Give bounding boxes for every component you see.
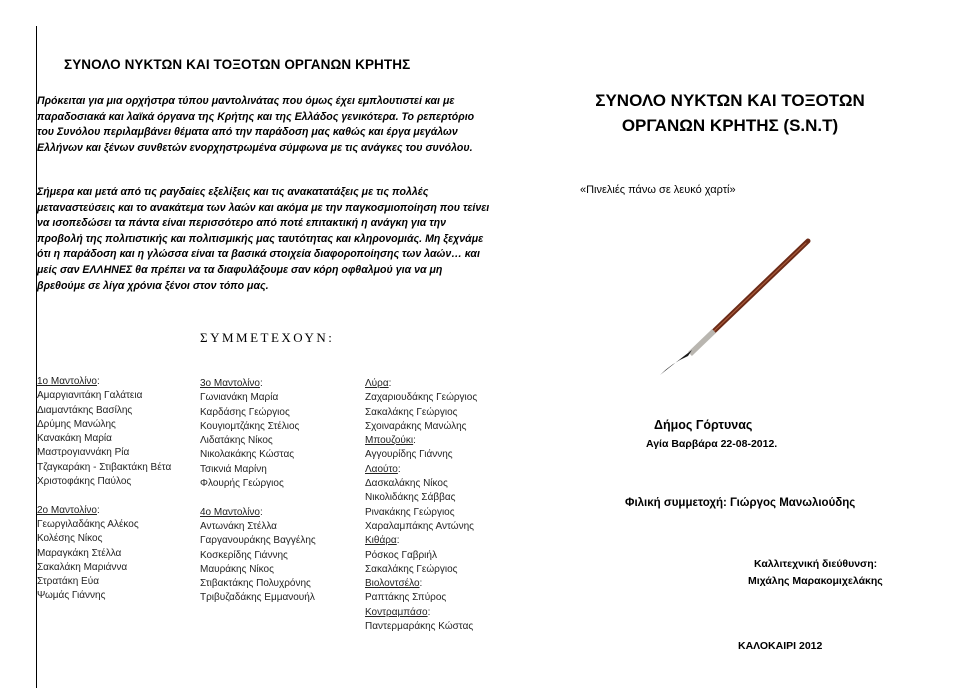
member-name: Αμαργιανιτάκη Γαλάτεια [37, 390, 143, 402]
members-column-3 [365, 377, 477, 634]
member-name: Κανακάκη Μαρία [37, 433, 112, 445]
instrument-label [200, 506, 316, 520]
members-column-1 [37, 375, 171, 604]
member-name: Τσικνιά Μαρίνη [200, 463, 267, 475]
instrument-colon: : [96, 504, 100, 516]
instrument-colon: : [388, 378, 392, 389]
instrument-name: Λαούτο [365, 463, 398, 475]
member-name: Στρατάκη Εύα [37, 576, 99, 588]
instrument-colon: : [419, 578, 423, 590]
instrument-colon: : [427, 606, 431, 618]
member-name: Ρινακάκης Γεώργιος [365, 506, 455, 518]
intro-paragraph: Πρόκειται για μια ορχήστρα τύπου μαντολινάτας που όμως έχει εμπλουτιστεί και με παραδοσιακά και λαϊκά όργανα της Κρήτης και της Ελλάδος γενικότερα. Το ρεπερτόριο του Συνόλου περιλαμβάνει θέματα από την παράδοση μας καθώς και έργα μεγάλων Ελλήνων και ξένων συνθετών ενορχηστρωμένα σύμφωνα με τις ανάγκες του συνόλου. [37, 95, 475, 154]
instrument-colon: : [397, 463, 401, 475]
member-name: Στιβακτάκης Πολυχρόνης [200, 578, 311, 590]
member-name: Κουγιομτζάκης Στέλιος [200, 420, 300, 432]
instrument-label [365, 577, 477, 591]
member-name: Μαραγκάκη Στέλλα [37, 547, 122, 559]
instrument-colon: : [413, 435, 416, 447]
member-name: Νικολακάκης Κώστας [200, 449, 295, 461]
instrument-colon: : [396, 535, 400, 547]
right-title [565, 88, 895, 138]
member-name: Αντωνάκη Στέλλα [200, 520, 277, 532]
place-date: Αγία Βαρβάρα 22-08-2012. [646, 438, 778, 450]
artistic-direction-label: Καλλιτεχνική διεύθυνση: [754, 558, 878, 570]
member-name: Ραπτάκης Σπύρος [365, 592, 447, 604]
member-name: Κολέσης Νίκος [37, 533, 103, 545]
instrument-colon: : [96, 376, 100, 387]
brush-handle-highlight [714, 243, 806, 331]
group-spacer [200, 491, 316, 505]
instrument-label [365, 534, 477, 548]
member-name: Λιδατάκης Νίκος [200, 435, 273, 447]
instrument-name: Μπουζούκι [365, 435, 414, 447]
concert-subtitle: «Πινελιές πάνω σε λευκό χαρτί» [580, 184, 736, 196]
instrument-name: Λύρα [365, 378, 389, 389]
member-name: Χριστοφάκης Παύλος [37, 476, 132, 488]
brush-tip [660, 350, 692, 375]
left-title: ΣΥΝΟΛΟ ΝΥΚΤΩΝ ΚΑΙ ΤΟΞΟΤΩΝ ΟΡΓΑΝΩΝ ΚΡΗΤΗΣ [64, 57, 411, 72]
member-name: Γωνιανάκη Μαρία [200, 392, 279, 404]
instrument-name: 3ο Μαντολίνο [200, 378, 260, 389]
heritage-paragraph: Σήμερα και μετά από τις ραγδαίες εξελίξεις και τις ανακατατάξεις με τις πολλές μεταναστεύσεις και το ανακάτεμα των λαών και ακόμα με την παγκοσμιοποίηση που τείνει να ισοπεδώσει τα πάντα είναι περισσότερο από ποτέ επιτακτική η ανάγκη για την προβολή της πολιτιστικής και πολιτισμικής μας ταυτότητας και κληρονομιάς. Μη ξεχνάμε ότι η παράδοση και η γλώσσα είναι τα βασικά στοιχεία διαφοροποίησης των λαών… και μείς σαν ΕΛΛΗΝΕΣ θα πρέπει να τα διαφυλάξουμε σαν κόρη οφθαλμού για να μη βρεθούμε σε λίγα χρόνια ξένοι στον τόπο μας. [37, 186, 490, 292]
instrument-name: Βιολοντσέλο [365, 578, 420, 590]
member-name: Κοσκερίδης Γιάννης [200, 549, 288, 561]
instrument-name: Κιθάρα [365, 535, 397, 547]
member-name: Φλουρής Γεώργιος [200, 478, 284, 490]
instrument-label [37, 375, 171, 389]
member-name: Αγγουρίδης Γιάννης [365, 449, 453, 461]
instrument-label [365, 434, 477, 448]
member-name: Καρδάσης Γεώργιος [200, 406, 290, 418]
member-name: Σακαλάκης Γεώργιος [365, 563, 458, 575]
member-name: Σακαλάκη Μαριάννα [37, 561, 128, 573]
member-name: Γεωργιλαδάκης Αλέκος [37, 518, 139, 530]
member-name: Ρόσκος Γαβριήλ [365, 549, 437, 561]
participants-heading: ΣΥΜΜΕΤΕΧΟΥΝ: [200, 330, 335, 345]
instrument-name: 4ο Μαντολίνο [200, 506, 260, 518]
instrument-colon: : [259, 506, 263, 518]
member-name: Δρύμης Μανώλης [37, 418, 116, 430]
member-name: Ζαχαριουδάκης Γεώργιος [365, 392, 478, 404]
instrument-name: 2ο Μαντολίνο [37, 504, 97, 516]
member-name: Τριβυζαδάκης Εμμανουήλ [200, 592, 315, 604]
member-name: Δασκαλάκης Νίκος [365, 478, 448, 490]
member-name: Σακαλάκης Γεώργιος [365, 406, 458, 418]
member-name: Ψωμάς Γιάννης [37, 590, 106, 602]
member-name: Διαμαντάκης Βασίλης [37, 404, 133, 416]
municipality: Δήμος Γόρτυνας [654, 418, 753, 432]
instrument-label [200, 377, 316, 391]
artistic-director-name: Μιχάλης Μαρακομιχελάκης [748, 575, 883, 587]
instrument-label [37, 504, 171, 518]
paintbrush-icon [650, 235, 820, 380]
member-name: Χαραλαμπάκης Αντώνης [365, 520, 474, 532]
member-name: Μαυράκης Νίκος [200, 563, 274, 575]
friendly-participation: Φιλική συμμετοχή: Γιώργος Μανωλιούδης [625, 497, 856, 509]
member-name: Γαργανουράκης Βαγγέλης [200, 535, 316, 547]
season-label: ΚΑΛΟΚΑΙΡΙ 2012 [738, 640, 823, 652]
member-name: Νικολιδάκης Σάββας [365, 492, 456, 504]
right-title-line-1: ΣΥΝΟΛΟ ΝΥΚΤΩΝ ΚΑΙ ΤΟΞΟΤΩΝ [595, 91, 865, 110]
instrument-label [365, 606, 477, 620]
members-column-2 [200, 377, 316, 606]
instrument-colon: : [259, 378, 263, 389]
group-spacer [37, 489, 171, 503]
member-name: Σχοιναράκης Μανώλης [365, 420, 467, 432]
instrument-label [365, 377, 477, 391]
member-name: Παντερμαράκης Κώστας [365, 621, 474, 633]
instrument-name: Κοντραμπάσο [365, 606, 428, 618]
member-name: Μαστρογιαννάκη Ρία [37, 447, 130, 459]
brush-ferrule [690, 331, 714, 354]
instrument-label [365, 463, 477, 477]
member-name: Τζαγκαράκη - Στιβακτάκη Βέτα [37, 461, 172, 473]
right-title-line-2: ΟΡΓΑΝΩΝ ΚΡΗΤΗΣ (S.N.T) [621, 116, 839, 135]
instrument-name: 1ο Μαντολίνο [37, 376, 97, 387]
